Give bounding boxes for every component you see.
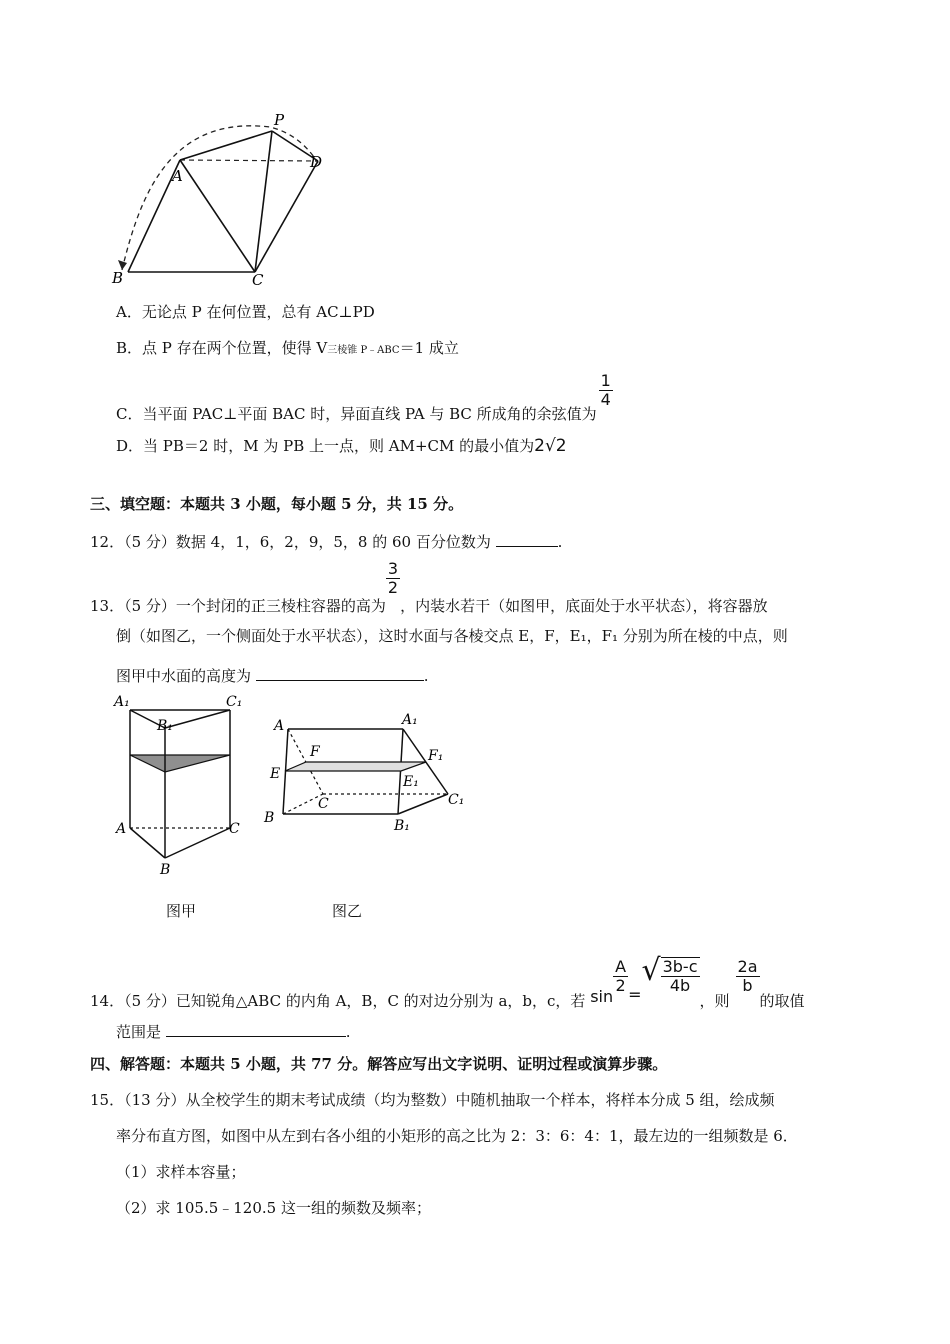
label-E: E bbox=[270, 766, 281, 782]
sqrt-sign: √ bbox=[641, 953, 661, 988]
q14-mid: ，则 bbox=[699, 992, 730, 1010]
caption-yi: 图乙 bbox=[332, 902, 363, 920]
q14-line-2 bbox=[116, 1020, 351, 1042]
q12-text: 12．（5 分）数据 4，1，6，2，9，5，8 的 60 百分位数为 bbox=[90, 533, 491, 551]
label-E1: E₁ bbox=[403, 774, 419, 790]
label-A: A bbox=[116, 821, 127, 837]
frac-den: 4 bbox=[600, 390, 611, 409]
q13-text-1b: ，内装水若干（如图甲，底面处于水平状态），将容器放 bbox=[400, 596, 768, 615]
q12 bbox=[90, 530, 562, 552]
q14-text: 14．（5 分）已知锐角△ABC 的内角 A，B，C 的对边分别为 a，b，c，若 bbox=[90, 992, 586, 1010]
q14-sin: sin bbox=[590, 987, 614, 1006]
q11-option-c-text: C．当平面 PAC⊥平面 BAC 时，异面直线 PA 与 BC 所成角的余弦值为 bbox=[116, 404, 597, 423]
section-4-heading: 四、解答题：本题共 5 小题，共 77 分。解答应写出文字说明、证明过程或演算步骤。 bbox=[90, 1055, 668, 1073]
prism-figure-yi bbox=[258, 704, 473, 839]
q11-option-b-text: B．点 P 存在两个位置，使得 V bbox=[116, 339, 328, 357]
label-B: B bbox=[112, 269, 124, 287]
q13-answer-blank[interactable] bbox=[256, 664, 424, 681]
label-A: A bbox=[172, 167, 183, 185]
q13-line-3 bbox=[116, 664, 429, 686]
q14-answer-blank[interactable] bbox=[166, 1020, 346, 1037]
q11-option-d bbox=[116, 436, 567, 456]
frac-num: 2a bbox=[737, 956, 758, 976]
label-B1: B₁ bbox=[394, 818, 410, 834]
frac-den: 2 bbox=[615, 975, 626, 995]
q11-option-a: A．无论点 P 在何位置，总有 AC⊥PD bbox=[116, 303, 375, 321]
frac-num: 3b-c bbox=[662, 957, 698, 976]
q13-line-2: 倒（如图乙，一个侧面处于水平状态），这时水面与各棱交点 E，F，E₁，F₁ 分别为所在棱的中点，则 bbox=[116, 627, 788, 645]
q14-line-1 bbox=[90, 948, 805, 1010]
label-P: P bbox=[274, 111, 285, 129]
q13-text-1: 13．（5 分）一个封闭的正三棱柱容器的高为 bbox=[90, 596, 386, 615]
pyramid-fold-figure bbox=[100, 105, 340, 295]
q11-option-b-sub: 三棱锥 P﹣ABC bbox=[327, 345, 400, 356]
label-B: B bbox=[264, 810, 275, 826]
q14-eq: = bbox=[628, 985, 642, 1004]
q15-part-2: （2）求 105.5﹣120.5 这一组的频数及频率； bbox=[116, 1199, 431, 1217]
q11-option-d-text: D．当 PB＝2 时，M 为 PB 上一点，则 AM+CM 的最小值为 bbox=[116, 437, 535, 455]
q13-line-1 bbox=[90, 559, 768, 615]
frac-num: 3 bbox=[387, 559, 399, 578]
caption-jia: 图甲 bbox=[166, 902, 197, 920]
frac-den: 2 bbox=[387, 578, 399, 597]
prism-figure-jia bbox=[110, 690, 250, 890]
q11-option-c-fraction bbox=[599, 372, 613, 409]
label-B: B bbox=[160, 862, 171, 878]
frac-den: 4b bbox=[669, 976, 691, 995]
label-C: C bbox=[229, 821, 240, 837]
q11-option-d-value: 2√2 bbox=[534, 436, 567, 456]
q14-radicand bbox=[661, 957, 700, 995]
label-C: C bbox=[252, 271, 264, 289]
label-A1: A₁ bbox=[114, 694, 130, 710]
q14-post: 的取值 bbox=[759, 992, 805, 1010]
q15-part-1: （1）求样本容量； bbox=[116, 1163, 246, 1181]
q12-end: . bbox=[557, 533, 563, 551]
q13-end: . bbox=[423, 667, 429, 685]
frac-num: 1 bbox=[600, 371, 611, 390]
q15-line-2: 率分布直方图，如图中从左到右各小组的小矩形的高之比为 2：3：6：4：1，最左边的一组频数是 6． bbox=[116, 1127, 798, 1145]
section-3-heading: 三、填空题：本题共 3 小题，每小题 5 分，共 15 分。 bbox=[90, 495, 464, 513]
label-B1: B₁ bbox=[157, 718, 173, 734]
label-C1: C₁ bbox=[448, 792, 465, 808]
frac-den: b bbox=[742, 975, 753, 995]
q14-end: . bbox=[345, 1023, 351, 1041]
q12-answer-blank[interactable] bbox=[496, 530, 558, 547]
q14-ratio bbox=[736, 958, 760, 995]
q13-height-fraction bbox=[386, 560, 400, 597]
water-surface-slice bbox=[285, 762, 426, 771]
label-C: C bbox=[318, 796, 329, 812]
label-F: F bbox=[310, 744, 320, 760]
q15-line-1: 15．（13 分）从全校学生的期末考试成绩（均为整数）中随机抽取一个样本，将样本分成 5 组，绘成频 bbox=[90, 1091, 775, 1109]
label-A1: A₁ bbox=[402, 712, 418, 728]
label-A: A bbox=[274, 718, 285, 734]
label-C1: C₁ bbox=[226, 694, 243, 710]
q13-text-3: 图甲中水面的高度为 bbox=[116, 667, 252, 685]
label-F1: F₁ bbox=[428, 748, 444, 764]
q14-half-angle bbox=[613, 958, 628, 995]
frac-num: A bbox=[615, 956, 627, 976]
q11-option-b-post: ＝1 成立 bbox=[399, 339, 459, 357]
q14-text-2: 范围是 bbox=[116, 1023, 162, 1041]
water-surface bbox=[130, 755, 230, 772]
label-D: D bbox=[310, 153, 323, 171]
q11-option-c bbox=[116, 371, 613, 423]
q11-option-b bbox=[116, 338, 459, 361]
